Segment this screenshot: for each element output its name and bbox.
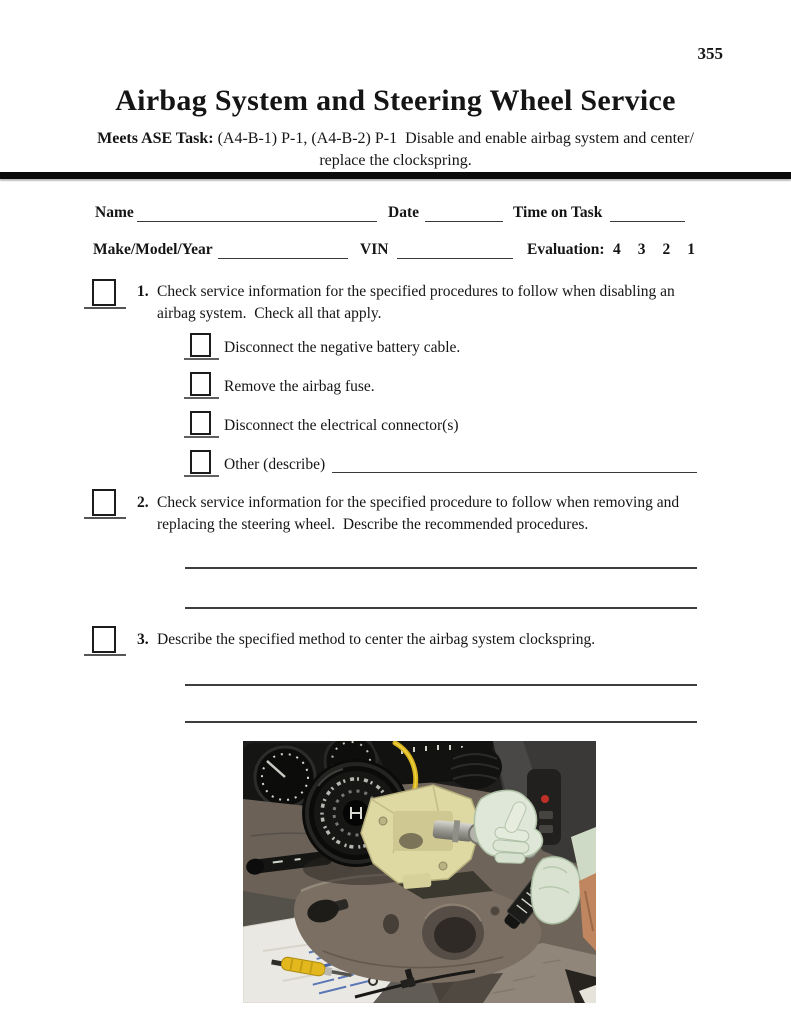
other-describe-line[interactable] [332, 472, 697, 473]
evaluation-score-4[interactable]: 4 [613, 241, 621, 258]
page-title: Airbag System and Steering Wheel Service [115, 84, 676, 117]
task-1-option-1-checkbox[interactable] [190, 333, 211, 357]
evaluation-label: Evaluation: [527, 241, 605, 258]
task-1-option-3-checkbox[interactable] [190, 411, 211, 435]
date-field-line[interactable] [425, 221, 503, 222]
task-1-checkbox[interactable] [92, 279, 116, 306]
task-1-text-line2: airbag system. Check all that apply. [157, 305, 382, 322]
header-rule [0, 172, 791, 179]
task-2-text-line1: Check service information for the specified procedure to follow when removing and [157, 494, 680, 511]
task-2-text-line2: replacing the steering wheel. Describe the recommended procedures. [157, 516, 589, 533]
task-3-text-line1: Describe the specified method to center the airbag system clockspring. [157, 631, 596, 648]
task-3-number: 3. [137, 631, 149, 648]
time-on-task-label: Time on Task [513, 204, 603, 221]
task-3-checkbox[interactable] [92, 626, 116, 653]
task-2-checkbox[interactable] [92, 489, 116, 516]
ase-task-label: Meets ASE Task: [97, 130, 214, 147]
door-red-reflector [541, 795, 549, 803]
ase-task-text: (A4-B-1) P-1, (A4-B-2) P-1 Disable and enable airbag system and center/ [217, 130, 694, 147]
evaluation-score-2[interactable]: 2 [662, 241, 671, 258]
task-3-answer-line-2[interactable] [185, 721, 697, 723]
task-3-answer-line-1[interactable] [185, 684, 697, 686]
task-2-number: 2. [137, 494, 149, 511]
column-boot [448, 745, 502, 789]
name-field-line[interactable] [137, 221, 377, 222]
task-1-option-3-label: Disconnect the electrical connector(s) [224, 417, 459, 434]
ase-task-text-line2: replace the clockspring. [319, 152, 472, 169]
task-1-number: 1. [137, 283, 149, 300]
ase-task-line [0, 130, 791, 148]
task-1-option-2-checkbox[interactable] [190, 372, 211, 396]
steering-column-photo-illustration [243, 741, 596, 1003]
task-1-option-4-checkbox[interactable] [190, 450, 211, 474]
task-1-option-1-label: Disconnect the negative battery cable. [224, 339, 461, 356]
task-2-answer-line-2[interactable] [185, 607, 697, 609]
vin-field-line[interactable] [397, 258, 513, 259]
task-1-option-4-label: Other (describe) [224, 456, 326, 473]
steering-column-photo [243, 741, 596, 1003]
task-1-option-2-label: Remove the airbag fuse. [224, 378, 375, 395]
date-label: Date [388, 204, 419, 221]
evaluation-scale [613, 241, 695, 259]
task-1-text-line1: Check service information for the specified procedures to follow when disabling an [157, 283, 675, 300]
name-label: Name [95, 204, 134, 221]
evaluation-score-3[interactable]: 3 [637, 241, 646, 258]
time-on-task-field-line[interactable] [610, 221, 685, 222]
vin-label: VIN [360, 241, 389, 258]
page-number: 355 [697, 44, 723, 63]
make-model-year-field-line[interactable] [218, 258, 348, 259]
evaluation-score-1[interactable]: 1 [687, 241, 695, 258]
make-model-year-label: Make/Model/Year [93, 241, 213, 258]
task-2-answer-line-1[interactable] [185, 567, 697, 569]
